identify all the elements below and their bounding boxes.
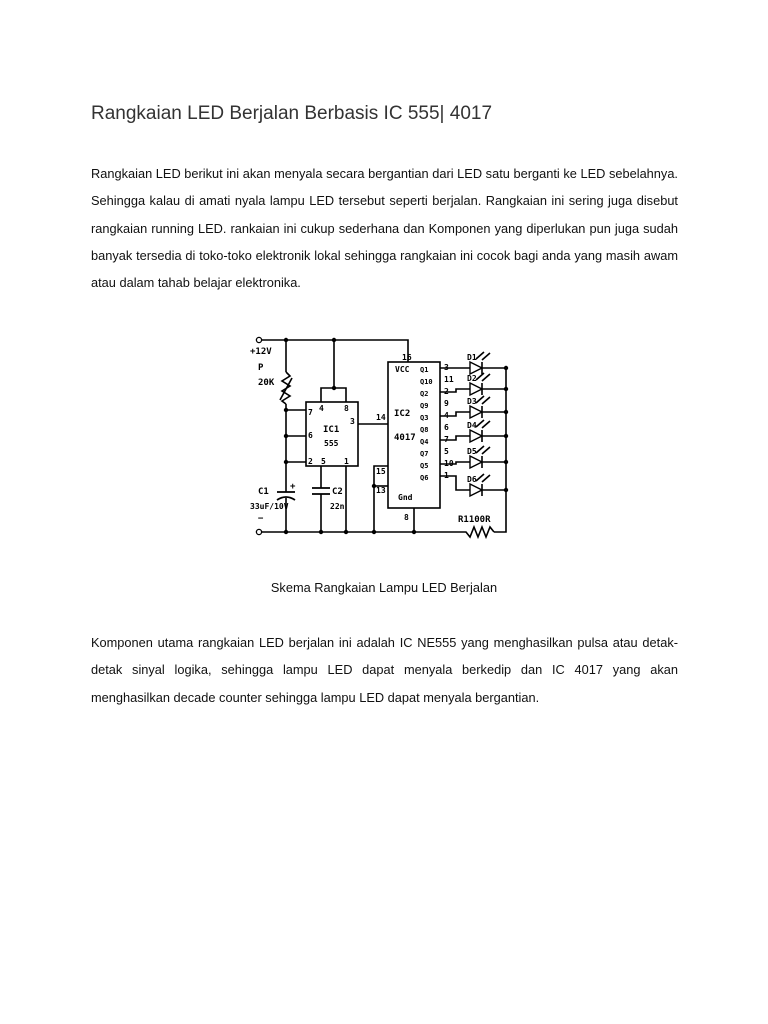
ic1-pin-2: 2 xyxy=(308,457,313,466)
output-resistor xyxy=(459,527,494,537)
led-label-D1: D1 xyxy=(467,353,477,362)
led-label-D3: D3 xyxy=(467,397,477,406)
ic1-part-label: 555 xyxy=(324,439,339,448)
ic2-output-Q4: Q4 xyxy=(420,438,429,446)
ic1-pin-4: 4 xyxy=(319,404,324,413)
c2-value-label: 22n xyxy=(330,502,345,511)
ic1-pin-1: 1 xyxy=(344,457,349,466)
intro-paragraph: Rangkaian LED berikut ini akan menyala secara bergantian dari LED satu berganti ke LED sebelahnya. Sehingga kalau di amati nyala lampu LED tersebut seperti berjalan. Rangkaian ini sering juga disebut rangkaian running LED. rankaian ini cukup sederhana dan Komponen yang diperlukan pun juga sudah banyak tersedia di toko-toko elektronik lokal sehingga rangkaian ini cocok bagi anda yang masih awam atau dalam tahab belajar elektronika. xyxy=(91,166,678,291)
ic2-output-pin-6: 6 xyxy=(444,423,449,432)
led-light-arrow-4 xyxy=(476,420,484,427)
document-title: Rangkaian LED Berjalan Berbasis IC 555| 4017 xyxy=(91,103,493,124)
ic2-pin-13: 13 xyxy=(376,486,386,495)
led-light-arrow-b-2 xyxy=(482,374,490,381)
junction-dot xyxy=(332,386,336,390)
ic2-ref-label: IC2 xyxy=(394,409,411,419)
ic2-output-pin-3: 3 xyxy=(444,363,449,372)
led-light-arrow-6 xyxy=(476,474,484,481)
ic2-output-pin-2: 2 xyxy=(444,387,449,396)
c1-minus-sign: − xyxy=(258,514,264,524)
junction-dot xyxy=(372,484,376,488)
led-diode-5 xyxy=(470,456,482,468)
ic2-output-pin-10: 10 xyxy=(444,459,454,468)
ic2-part-label: 4017 xyxy=(394,433,416,443)
ic2-output-Q3: Q3 xyxy=(420,414,429,422)
led-diode-4 xyxy=(470,430,482,442)
led-light-arrow-1 xyxy=(476,352,484,359)
pot-ref-label: P xyxy=(258,363,264,373)
led-label-D6: D6 xyxy=(467,475,477,484)
ic2-gnd-label: Gnd xyxy=(398,493,413,502)
ic2-output-pin-4: 4 xyxy=(444,411,449,420)
terminal xyxy=(256,529,261,534)
circuit-schematic-figure xyxy=(244,332,524,540)
junction-dot xyxy=(284,408,288,412)
ic2-output-pin-9: 9 xyxy=(444,399,449,408)
ic1-pin-5: 5 xyxy=(321,457,326,466)
pot-value-label: 20K xyxy=(258,378,275,388)
led-light-arrow-b-6 xyxy=(482,475,490,482)
resistor-lead-right xyxy=(494,522,506,532)
led-light-arrow-b-3 xyxy=(482,397,490,404)
ic2-output-Q7: Q7 xyxy=(420,450,429,458)
junction-dot xyxy=(372,530,376,534)
ic1-ref-label: IC1 xyxy=(323,425,340,435)
ic2-output-Q10: Q10 xyxy=(420,378,433,386)
supply-rail xyxy=(262,340,408,362)
ic2-pin-14: 14 xyxy=(376,413,386,422)
figure-caption: Skema Rangkaian Lampu LED Berjalan xyxy=(270,580,498,595)
led-light-arrow-5 xyxy=(476,446,484,453)
led-label-D5: D5 xyxy=(467,447,477,456)
ic2-output-pin-5: 5 xyxy=(444,447,449,456)
c1-ref-label: C1 xyxy=(258,487,269,497)
junction-dot xyxy=(284,530,288,534)
supply-label: +12V xyxy=(250,347,272,357)
ic2-pin-8: 8 xyxy=(404,513,409,522)
c1-plus-sign: + xyxy=(290,482,296,492)
ic2-output-Q5: Q5 xyxy=(420,462,429,470)
ic2-output-Q1: Q1 xyxy=(420,366,429,374)
junction-dot xyxy=(284,338,288,342)
junction-dot xyxy=(332,338,336,342)
led-diode-6 xyxy=(470,484,482,496)
junction-dot xyxy=(319,530,323,534)
led-light-arrow-2 xyxy=(476,373,484,380)
c1-value-label: 33uF/10V xyxy=(250,502,289,511)
led-diode-2 xyxy=(470,383,482,395)
led-light-arrow-b-4 xyxy=(482,421,490,428)
ic2-pin-15: 15 xyxy=(376,467,386,476)
led-label-D2: D2 xyxy=(467,374,477,383)
components-paragraph: Komponen utama rangkaian LED berjalan ini adalah IC NE555 yang menghasilkan pulsa atau detak-detak sinyal logika, sehingga lampu LED dapat menyala berkedip dan IC 4017 yang akan menghasilkan decade counter sehingga lampu LED dapat menyala bergantian. xyxy=(91,635,678,705)
junction-dot xyxy=(412,530,416,534)
ic2-output-Q2: Q2 xyxy=(420,390,429,398)
ic2-output-pin-11: 11 xyxy=(444,375,454,384)
ic2-pin-16: 16 xyxy=(402,353,412,362)
ic2-output-pin-7: 7 xyxy=(444,435,449,444)
ic1-pin-3: 3 xyxy=(350,417,355,426)
led-light-arrow-b-1 xyxy=(482,353,490,360)
led-light-arrow-3 xyxy=(476,396,484,403)
resistor-label: R1100R xyxy=(458,515,491,525)
terminal xyxy=(256,337,261,342)
ic2-output-Q6: Q6 xyxy=(420,474,429,482)
ic1-pin-7: 7 xyxy=(308,408,313,417)
ic2-output-pin-1: 1 xyxy=(444,471,449,480)
ic1-pin-8: 8 xyxy=(344,404,349,413)
c2-ref-label: C2 xyxy=(332,487,343,497)
circuit-schematic xyxy=(244,332,524,540)
ic2-output-Q9: Q9 xyxy=(420,402,429,410)
led-label-D4: D4 xyxy=(467,421,477,430)
led-diode-1 xyxy=(470,362,482,374)
ic1-pin-6: 6 xyxy=(308,431,313,440)
ic2-vcc-label: VCC xyxy=(395,365,410,374)
junction-dot xyxy=(344,530,348,534)
led-diode-3 xyxy=(470,406,482,418)
ic2-output-Q8: Q8 xyxy=(420,426,429,434)
junction-dot xyxy=(284,434,288,438)
led-light-arrow-b-5 xyxy=(482,447,490,454)
